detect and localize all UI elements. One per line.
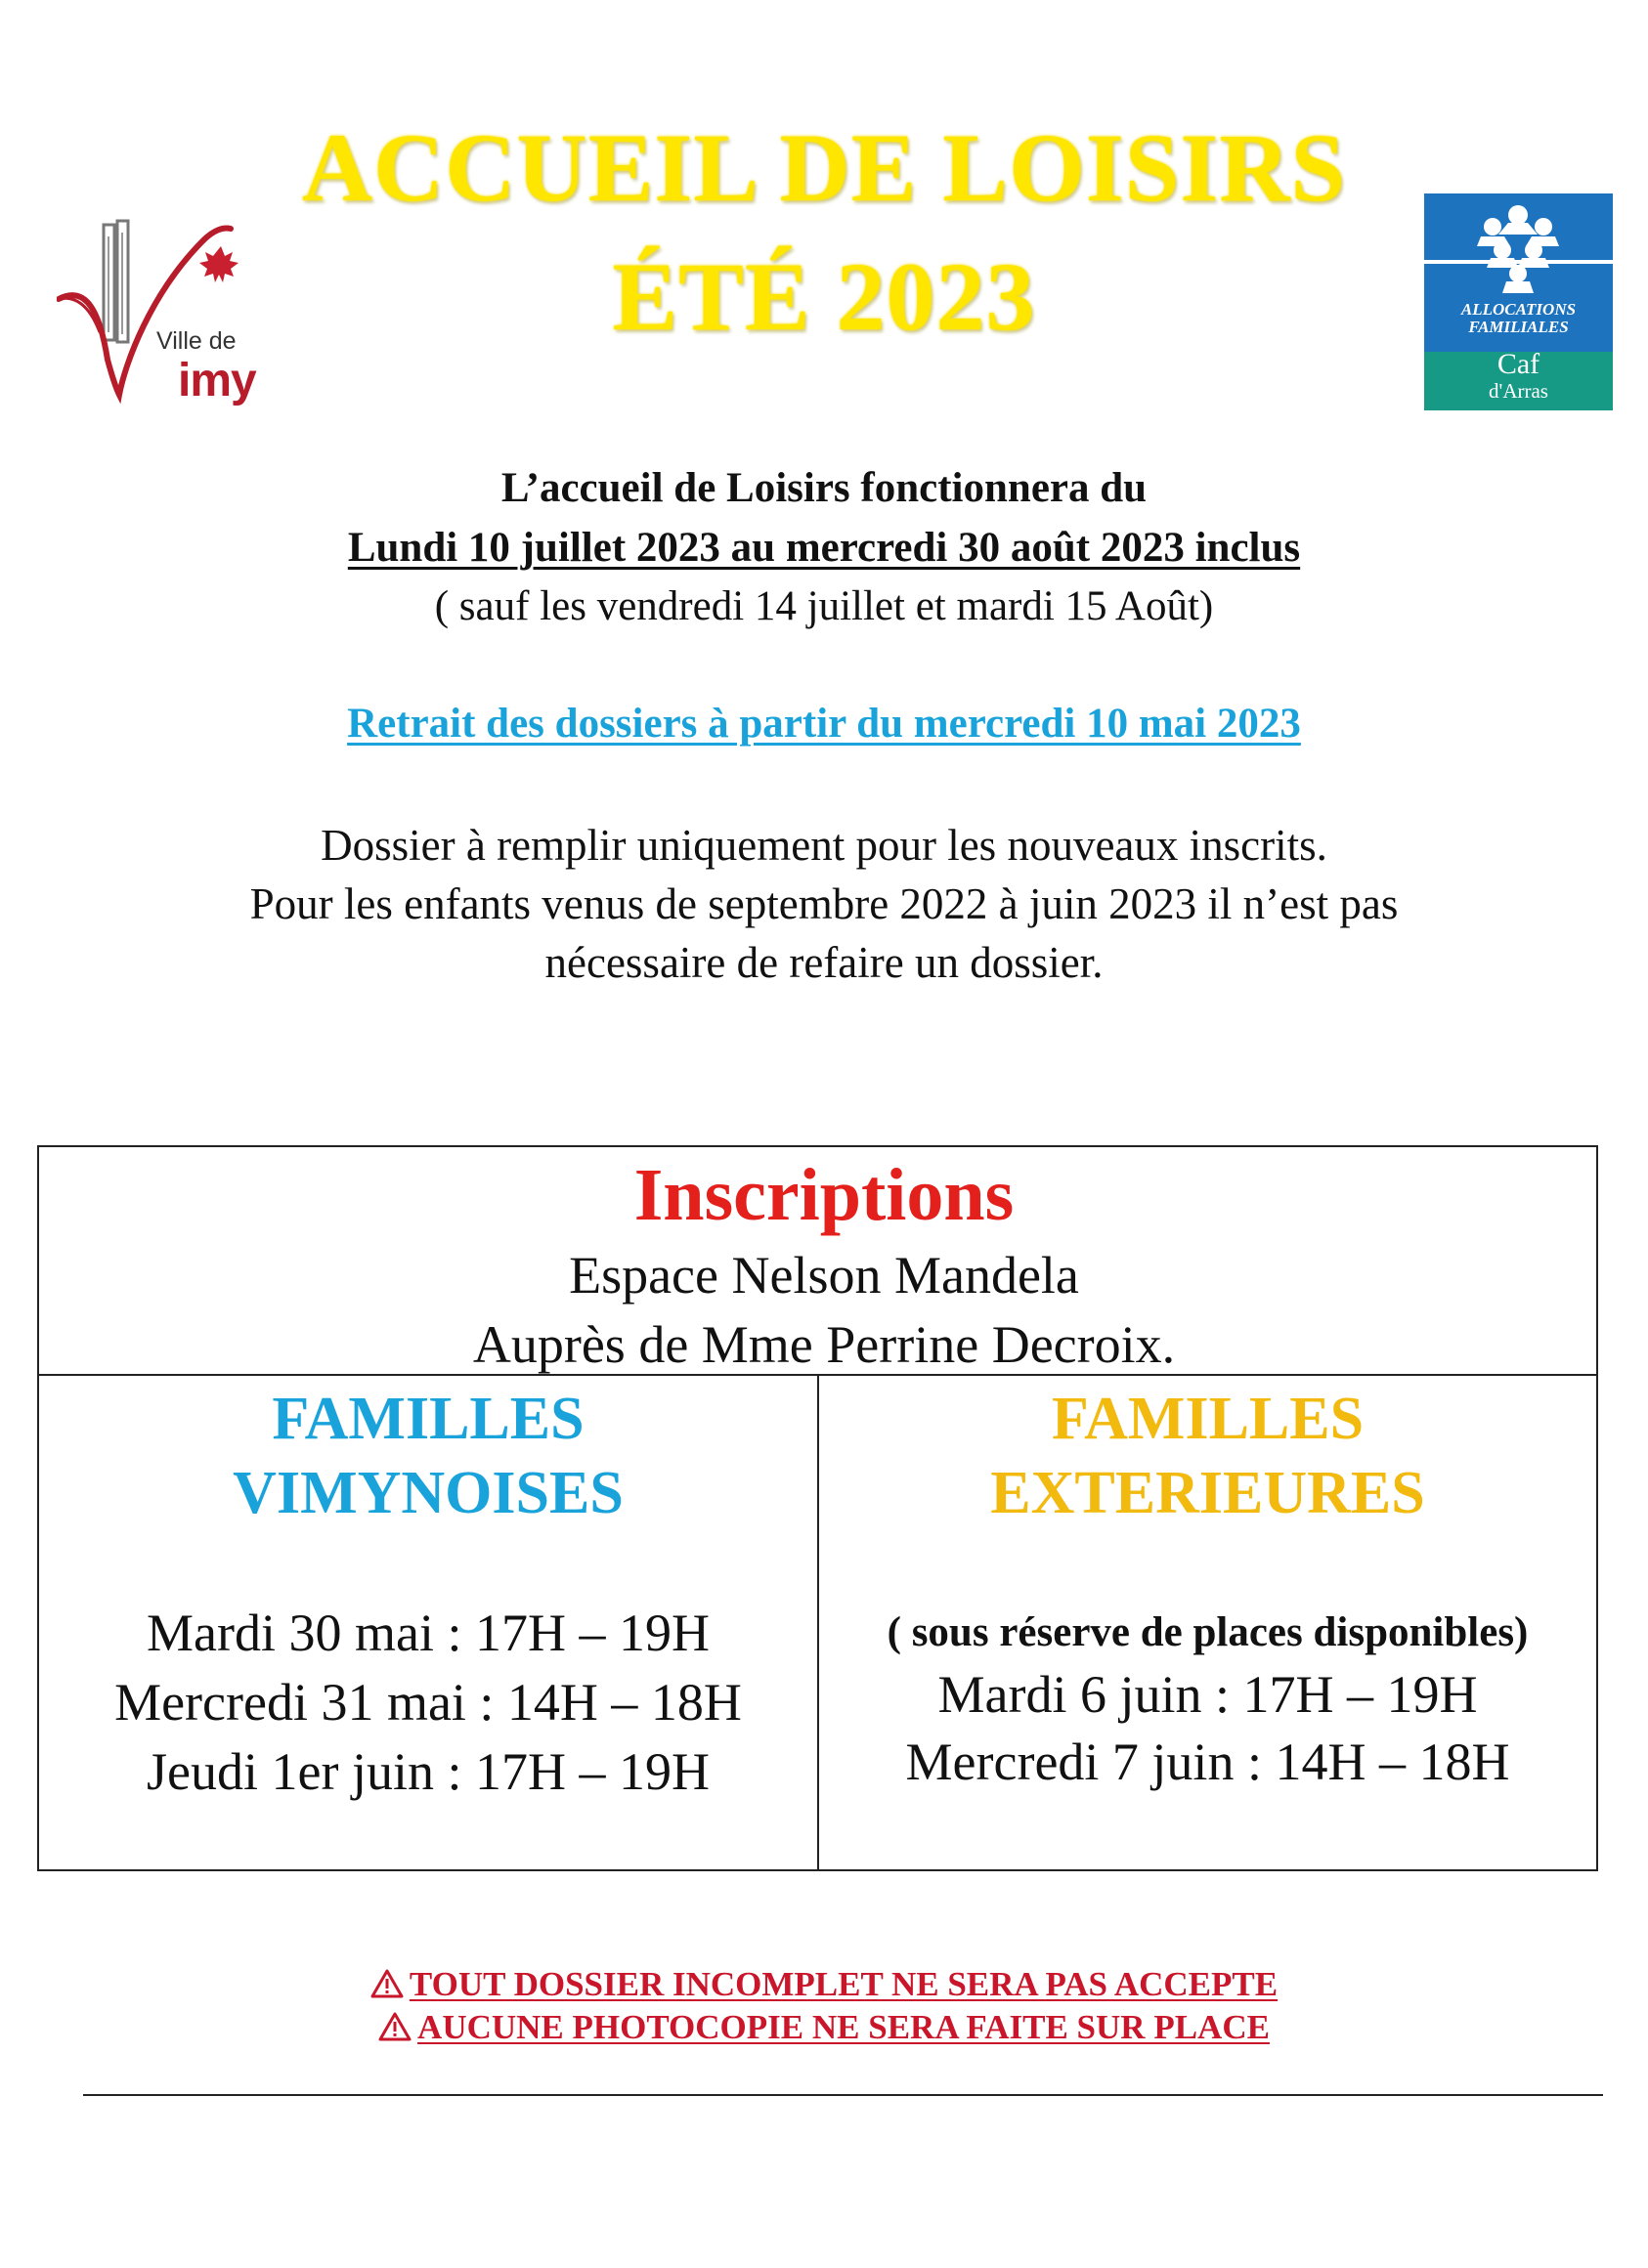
warning-incomplete [0,1963,1648,2006]
inscriptions-place: Espace Nelson Mandela [569,1246,1079,1305]
warning-icon [370,1969,404,1998]
warning-incomplete-text: TOUT DOSSIER INCOMPLET NE SERA PAS ACCEPTE [409,1965,1279,2003]
exterieures-heading-line1: FAMILLES [1051,1386,1365,1452]
exterieures-slot-2: Mercredi 7 juin : 14H – 18H [905,1733,1510,1791]
warning-photocopy [0,2006,1648,2049]
exterieures-slot-1: Mardi 6 juin : 17H – 19H [937,1665,1478,1724]
vimynoises-slot-3: Jeudi 1er juin : 17H – 19H [147,1742,710,1801]
caf-city-label: d'Arras [1489,379,1548,403]
caf-allocations-line: ALLOCATIONS [1460,300,1577,319]
intro-dates-text: Lundi 10 juillet 2023 au mercredi 30 août 2023 inclus [347,525,1301,571]
dossier-line1: Dossier à remplir uniquement pour les nouveaux inscrits. [321,821,1327,870]
vimy-ville-de-label: Ville de [156,327,237,355]
vimynoises-heading-line1: FAMILLES [272,1386,585,1452]
page-title-line1: ACCUEIL DE LOISIRS [301,113,1347,222]
vimy-logo [57,217,262,412]
intro-dates [0,524,1648,573]
intro-line1: L’accueil de Loisirs fonctionnera du [500,465,1148,511]
exterieures-heading-line2: EXTERIEURES [990,1460,1425,1526]
retrait-text: Retrait des dossiers à partir du mercredi 10 mai 2023 [347,701,1301,747]
dossier-line2: Pour les enfants venus de septembre 2022 à juin 2023 il n’est pas [249,879,1399,928]
vimynoises-slot-2: Mercredi 31 mai : 14H – 18H [114,1673,742,1732]
retrait-line [0,700,1648,749]
vimynoises-slot-1: Mardi 30 mai : 17H – 19H [147,1604,710,1662]
dossier-line3: nécessaire de refaire un dossier. [544,938,1104,987]
page-title-line2: ÉTÉ 2023 [612,242,1036,351]
warning-photocopy-text: AUCUNE PHOTOCOPIE NE SERA FAITE SUR PLACE [417,2008,1270,2046]
caf-allocations-label [1424,301,1613,336]
footer-divider [83,2094,1603,2096]
caf-logo [1424,193,1613,410]
exterieures-note: ( sous réserve de places disponibles) [887,1609,1529,1655]
intro-exceptions: ( sauf les vendredi 14 juillet et mardi 15 Août) [434,583,1214,629]
vimy-name-label: imy [178,355,256,407]
caf-familiales-line: FAMILIALES [1468,318,1569,336]
caf-logo-top [1424,193,1613,352]
caf-name-label: Caf [1496,348,1540,380]
vimynoises-heading-line2: VIMYNOISES [233,1460,624,1526]
inscriptions-contact: Auprès de Mme Perrine Decroix. [472,1315,1176,1374]
inscriptions-title: Inscriptions [633,1154,1015,1236]
warning-icon [378,2012,412,2041]
